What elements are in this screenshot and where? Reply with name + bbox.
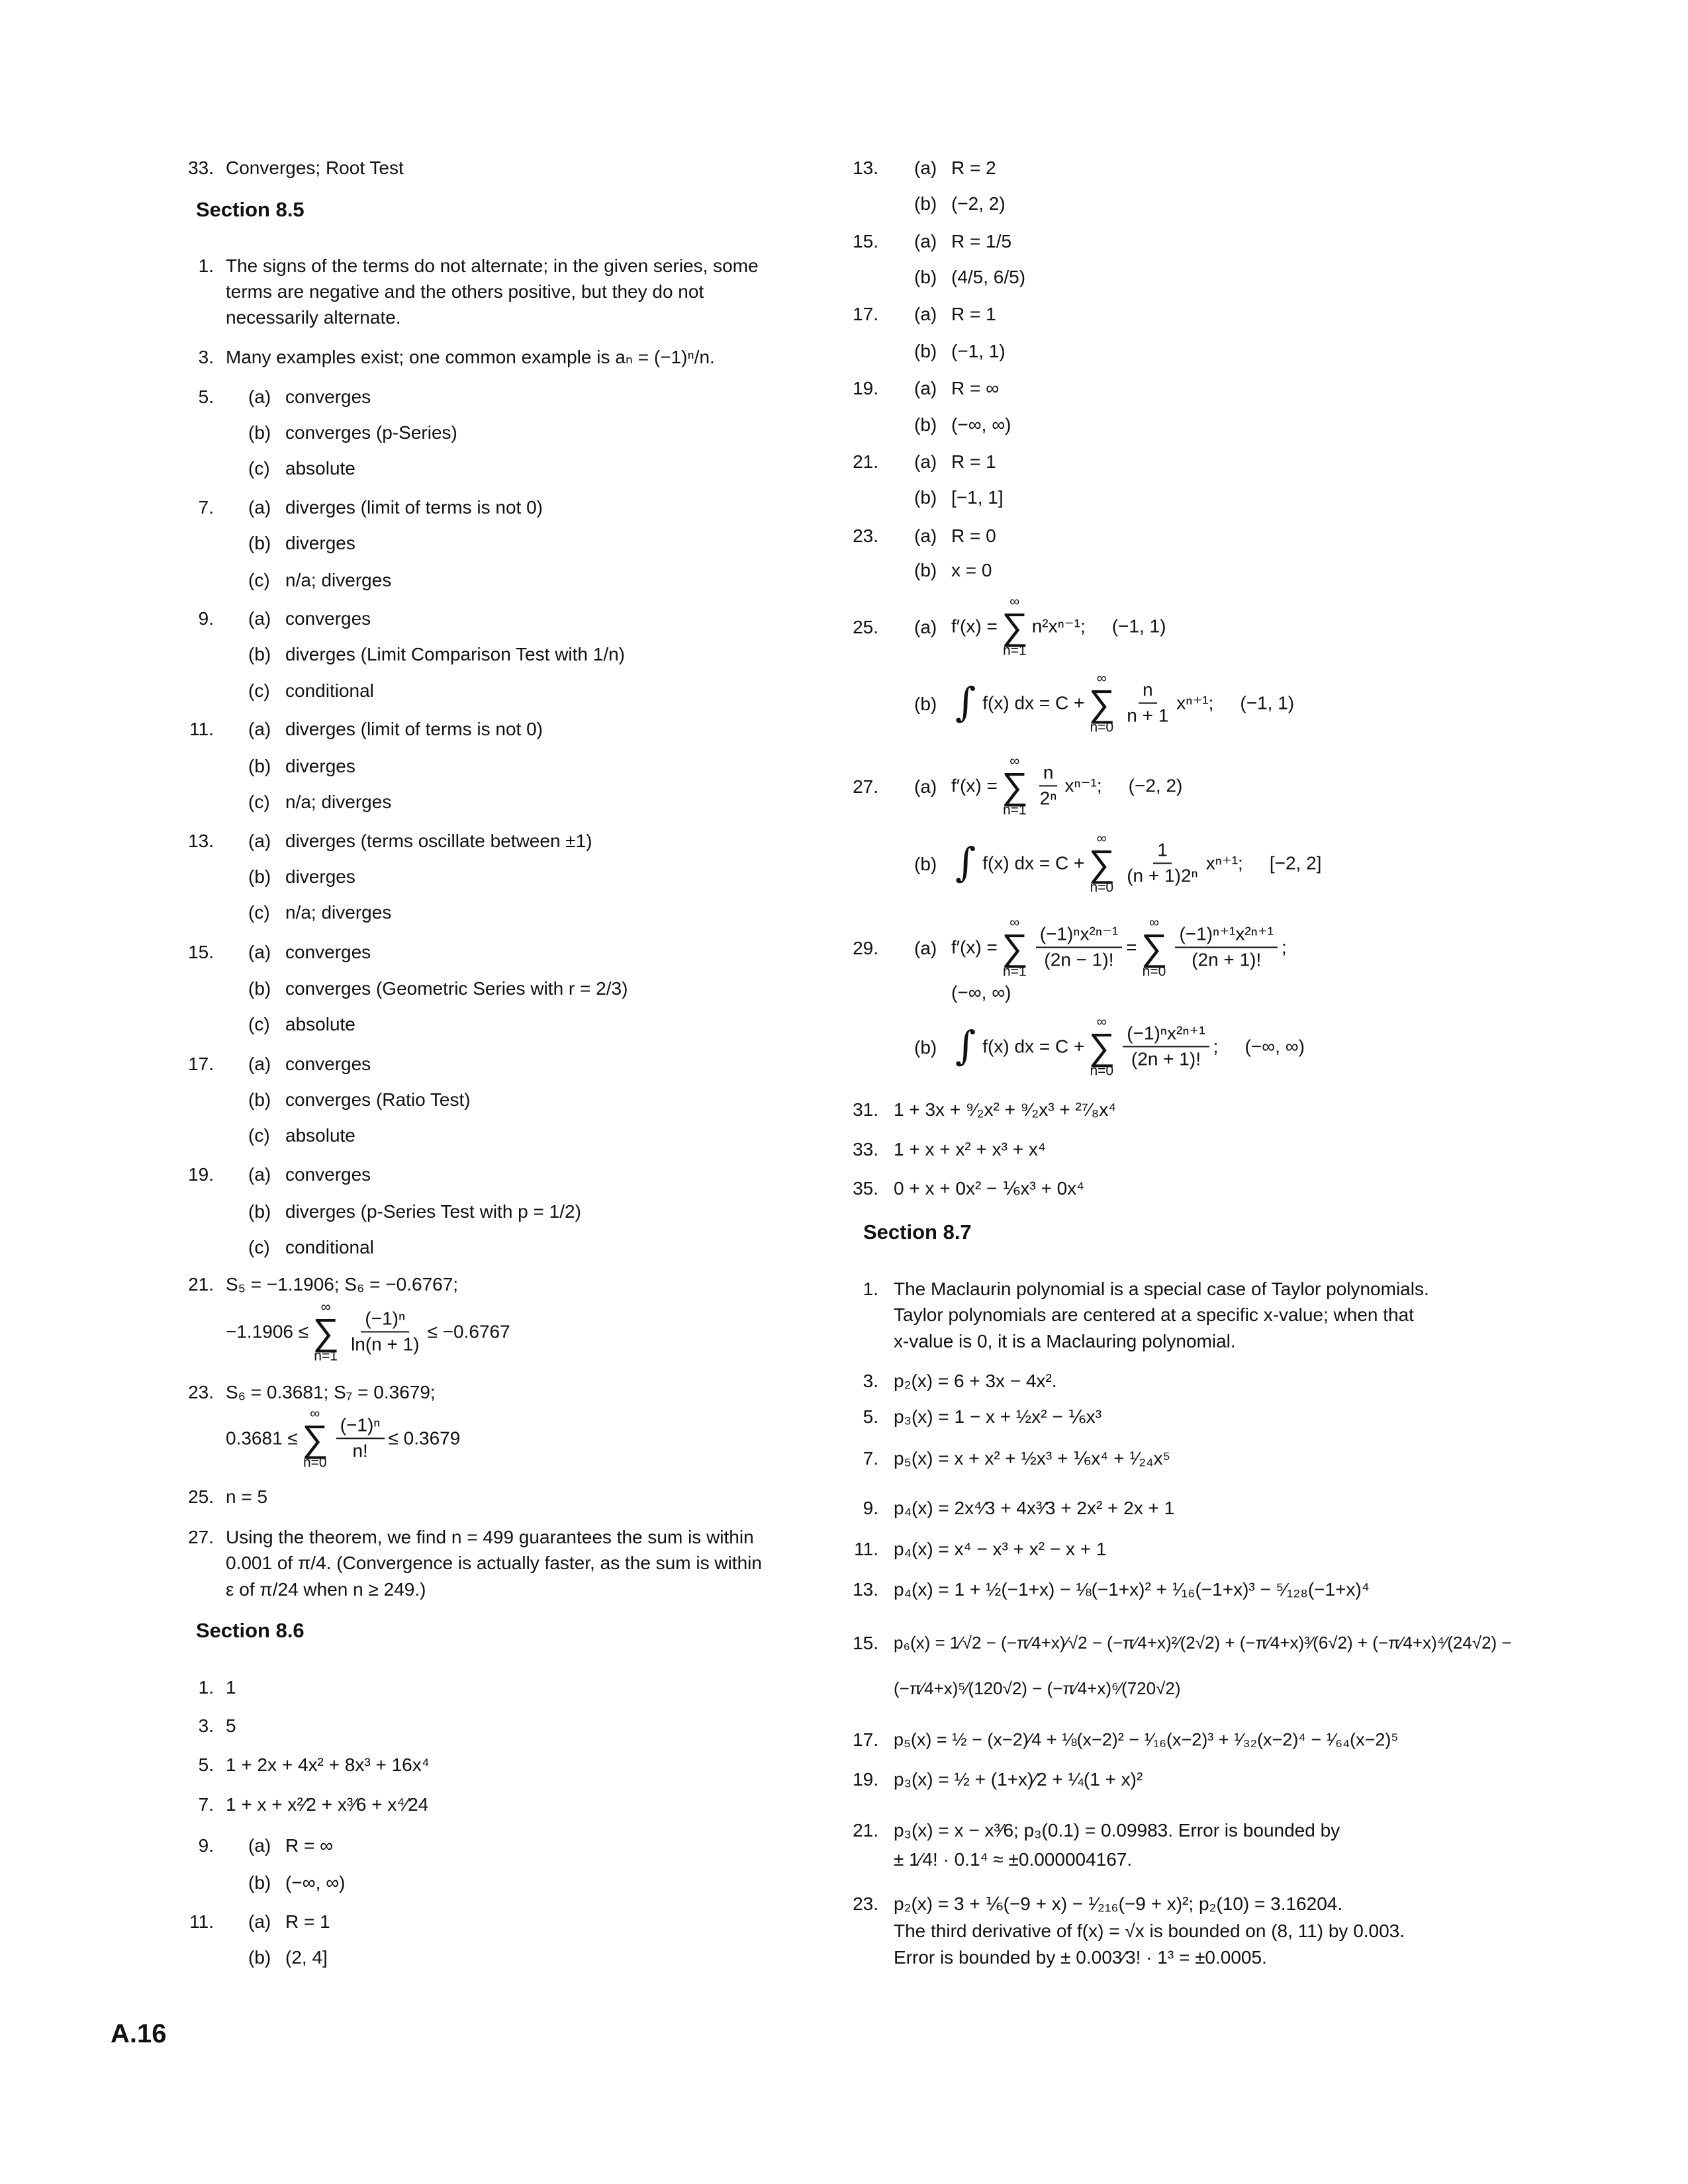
part-label: (b) <box>248 532 271 553</box>
sigma-symbol: ∑ <box>1001 764 1028 807</box>
answer-text: terms are negative and the others positive, but they do not <box>226 281 704 302</box>
summation <box>302 1406 328 1469</box>
answer-text: (−1, 1) <box>951 340 1006 361</box>
part-label: (b) <box>248 1089 271 1110</box>
part-label: (a) <box>914 377 937 398</box>
part-label: (c) <box>248 791 270 812</box>
part-label: (b) <box>914 1036 937 1058</box>
sum-upper: ∞ <box>320 1299 331 1315</box>
answer-text: ± 1⁄4! · 0.1⁴ ≈ ±0.000004167. <box>894 1848 1133 1870</box>
item-number: 17. <box>853 1729 878 1750</box>
answer-text: The signs of the terms do not alternate; in the given series, some <box>226 255 759 276</box>
answer-text: absolute <box>285 457 355 478</box>
answer-text: R = 2 <box>951 157 996 178</box>
item-number: 21. <box>188 1273 214 1295</box>
item-number: 3. <box>198 1715 214 1736</box>
answer-text: R = 0 <box>951 525 996 546</box>
answer-text: x-value is 0, it is a Maclauring polynomial. <box>894 1330 1236 1351</box>
answer-text: converges <box>285 608 371 629</box>
answer-text: p₂(x) = 6 + 3x − 4x². <box>894 1370 1057 1391</box>
sum-lower: n=1 <box>314 1348 338 1364</box>
answer-text: p₅(x) = ½ − (x−2)⁄4 + ⅛(x−2)² − ¹⁄₁₆(x−2)³ + ¹⁄₃₂(x−2)⁴ − ¹⁄₆₄(x−2)⁵ <box>894 1729 1399 1750</box>
section-heading-8-7: Section 8.7 <box>863 1220 972 1244</box>
answer-text: p₃(x) = 1 − x + ½x² − ⅙x³ <box>894 1406 1102 1427</box>
answer-text: S₆ = 0.3681; S₇ = 0.3679; <box>226 1381 436 1402</box>
series-bound <box>226 1406 460 1469</box>
item-number: 19. <box>853 377 878 398</box>
answer-text: converges (Ratio Test) <box>285 1089 471 1110</box>
integral-sign: ∫ <box>955 1023 976 1069</box>
interval: [−2, 2] <box>1269 852 1322 873</box>
answer-text: diverges (limit of terms is not 0) <box>285 718 543 739</box>
part-label: (b) <box>914 559 937 580</box>
answer-text: (−∞, ∞) <box>285 1872 346 1893</box>
sum-upper: ∞ <box>1096 1014 1107 1030</box>
summation <box>1088 671 1115 734</box>
part-label: (b) <box>248 1201 271 1222</box>
answer-text: p₄(x) = x⁴ − x³ + x² − x + 1 <box>894 1538 1107 1559</box>
item-number: 33. <box>188 157 214 178</box>
denominator: 2ⁿ <box>1039 788 1057 808</box>
item-number: 15. <box>188 941 214 962</box>
derivative-series <box>951 754 1182 817</box>
answer-text: 1 + x + x² + x³ + x⁴ <box>894 1138 1046 1160</box>
page-number: A.16 <box>111 2019 167 2048</box>
item-number: 11. <box>189 718 214 739</box>
part-label: (a) <box>248 1911 271 1932</box>
sigma-symbol: ∑ <box>1001 605 1028 647</box>
answer-text: Converges; Root Test <box>226 157 404 178</box>
part-label: (c) <box>248 901 270 923</box>
part-label: (a) <box>248 608 271 629</box>
answer-text: n/a; diverges <box>285 901 392 923</box>
answer-text: x = 0 <box>951 559 992 580</box>
derivative-series <box>951 915 1287 978</box>
sum-upper: ∞ <box>1096 831 1107 846</box>
denominator: (2n − 1)! <box>1044 949 1114 970</box>
item-number: 35. <box>853 1177 878 1199</box>
answer-text: diverges (terms oscillate between ±1) <box>285 830 592 851</box>
part-label: (c) <box>248 1124 270 1146</box>
sum-lower: n=0 <box>1090 719 1114 735</box>
sigma-symbol: ∑ <box>1088 1025 1115 1068</box>
fraction <box>1036 762 1061 809</box>
numerator: (−1)ⁿx²ⁿ⁺¹ <box>1123 1023 1209 1047</box>
answer-text: conditional <box>285 680 374 701</box>
numerator: n <box>1139 680 1157 704</box>
sum-upper: ∞ <box>1009 594 1020 610</box>
part-label: (a) <box>248 496 271 518</box>
answer-text: p₄(x) = 1 + ½(−1+x) − ⅛(−1+x)² + ¹⁄₁₆(−1+x)³ − ⁵⁄₁₂₈(−1+x)⁴ <box>894 1578 1370 1600</box>
part-label: (b) <box>914 193 937 214</box>
interval: (−∞, ∞) <box>951 981 1011 1003</box>
lhs: f(x) dx = C + <box>982 852 1085 873</box>
answer-text: 1 <box>226 1676 236 1698</box>
sum-lower: n=0 <box>1090 1063 1114 1079</box>
item-number: 3. <box>863 1370 878 1391</box>
upper-bound: ≤ 0.3679 <box>388 1427 461 1448</box>
part-label: (b) <box>248 422 271 443</box>
item-number: 13. <box>853 157 878 178</box>
answer-text: 1 + x + x²⁄2 + x³⁄6 + x⁴⁄24 <box>226 1794 429 1815</box>
part-label: (b) <box>914 340 937 361</box>
answer-text: Error is bounded by ± 0.003⁄3! · 1³ = ±0.0005. <box>894 1946 1267 1968</box>
fraction <box>336 1415 385 1461</box>
item-number: 27. <box>188 1526 214 1547</box>
part-label: (b) <box>914 693 937 714</box>
answer-text: diverges (p-Series Test with p = 1/2) <box>285 1201 581 1222</box>
answer-text: ε of π/24 when n ≥ 249.) <box>226 1578 426 1600</box>
item-number: 33. <box>853 1138 878 1160</box>
answer-text: Taylor polynomials are centered at a specific x-value; when that <box>894 1304 1414 1325</box>
integral-sign: ∫ <box>955 679 976 726</box>
part-label: (a) <box>914 525 937 546</box>
numerator: (−1)ⁿ⁺¹x²ⁿ⁺¹ <box>1175 924 1278 948</box>
section-heading-8-6: Section 8.6 <box>196 1619 305 1643</box>
term: xⁿ⁺¹; <box>1205 852 1243 873</box>
part-label: (a) <box>914 303 937 324</box>
sigma-symbol: ∑ <box>1001 926 1028 968</box>
answer-text: (4/5, 6/5) <box>951 266 1026 287</box>
lhs: f′(x) = <box>951 774 998 796</box>
integral-sign: ∫ <box>955 839 976 886</box>
term: xⁿ⁺¹; <box>1176 692 1214 713</box>
fraction <box>1036 924 1122 970</box>
part-label: (a) <box>248 718 271 739</box>
denominator: (n + 1)2ⁿ <box>1127 865 1198 886</box>
part-label: (a) <box>914 157 937 178</box>
summation <box>1002 915 1028 978</box>
answer-text: 1 + 3x + ⁹⁄₂x² + ⁹⁄₂x³ + ²⁷⁄₈x⁴ <box>894 1099 1117 1120</box>
sum-lower: n=0 <box>303 1455 327 1471</box>
answer-text: 5 <box>226 1715 236 1736</box>
integral-series <box>951 671 1294 734</box>
answer-text: necessarily alternate. <box>226 306 401 328</box>
answer-text: (2, 4] <box>285 1946 328 1968</box>
part-label: (b) <box>248 643 271 664</box>
sigma-symbol: ∑ <box>301 1417 328 1459</box>
answer-text: converges <box>285 1163 371 1185</box>
answer-text: diverges (limit of terms is not 0) <box>285 496 543 518</box>
item-number: 9. <box>198 608 214 629</box>
part-label: (a) <box>914 776 937 797</box>
answer-text: R = 1 <box>951 451 996 472</box>
numerator: 1 <box>1153 840 1172 864</box>
term: xⁿ⁻¹; <box>1064 774 1102 796</box>
answer-text: R = 1 <box>285 1911 330 1932</box>
part-label: (b) <box>248 755 271 776</box>
part-label: (b) <box>248 866 271 887</box>
item-number: 13. <box>853 1578 878 1600</box>
summation <box>1088 831 1115 894</box>
answer-text: 0 + x + 0x² − ⅙x³ + 0x⁴ <box>894 1177 1085 1199</box>
part-label: (c) <box>248 1013 270 1034</box>
part-label: (a) <box>914 937 937 958</box>
answer-text: R = ∞ <box>951 377 1000 398</box>
answer-text: n/a; diverges <box>285 791 392 812</box>
answer-text: diverges (Limit Comparison Test with 1/n) <box>285 643 626 664</box>
answer-text: 1 + 2x + 4x² + 8x³ + 16x⁴ <box>226 1754 430 1775</box>
answer-text: Using the theorem, we find n = 499 guarantees the sum is within <box>226 1526 754 1547</box>
fraction <box>1123 1023 1209 1069</box>
sum-lower: n=0 <box>1090 880 1114 895</box>
sum-lower: n=1 <box>1002 802 1027 818</box>
sigma-symbol: ∑ <box>1088 682 1115 724</box>
item-number: 11. <box>189 1911 214 1932</box>
lhs: f(x) dx = C + <box>982 692 1085 713</box>
part-label: (c) <box>248 680 270 701</box>
part-label: (a) <box>248 386 271 407</box>
section-heading-8-5: Section 8.5 <box>196 198 305 222</box>
part-label: (b) <box>248 1872 271 1893</box>
sigma-symbol: ∑ <box>1141 926 1168 968</box>
equals: = <box>1126 936 1137 957</box>
fraction <box>347 1308 424 1355</box>
item-number: 17. <box>853 303 878 324</box>
part-label: (a) <box>248 1053 271 1074</box>
answer-text: absolute <box>285 1124 355 1146</box>
answer-text: p₆(x) = 1⁄√2 − (−π⁄4+x)⁄√2 − (−π⁄4+x)²⁄(2√2) + (−π⁄4+x)³⁄(6√2) + (−π⁄4+x)⁴⁄(24√2) − <box>894 1633 1512 1653</box>
sum-upper: ∞ <box>1149 915 1159 931</box>
summation <box>1002 754 1028 817</box>
item-number: 21. <box>853 451 878 472</box>
item-number: 11. <box>854 1538 878 1559</box>
integral-series <box>951 831 1321 894</box>
item-number: 23. <box>853 525 878 546</box>
item-number: 21. <box>853 1819 878 1841</box>
interval: (−2, 2) <box>1128 774 1183 796</box>
summation <box>312 1300 339 1363</box>
sum-lower: n=1 <box>1002 964 1027 979</box>
answer-text: diverges <box>285 755 355 776</box>
denominator: (2n + 1)! <box>1192 949 1262 970</box>
part-label: (b) <box>248 978 271 999</box>
item-number: 1. <box>863 1278 878 1299</box>
answer-text: conditional <box>285 1236 374 1257</box>
sigma-symbol: ∑ <box>312 1310 340 1353</box>
answer-text: p₃(x) = x − x³⁄6; p₃(0.1) = 0.09983. Error is bounded by <box>894 1819 1340 1841</box>
fraction <box>1175 924 1278 970</box>
summation <box>1088 1015 1115 1077</box>
answer-text: S₅ = −1.1906; S₆ = −0.6767; <box>226 1273 459 1295</box>
item-number: 9. <box>863 1497 878 1518</box>
numerator: (−1)ⁿ <box>336 1415 385 1439</box>
item-number: 27. <box>853 776 878 797</box>
part-label: (b) <box>914 853 937 874</box>
numerator: n <box>1039 762 1058 786</box>
derivative-series <box>951 594 1166 657</box>
part-label: (b) <box>914 486 937 508</box>
answer-text: diverges <box>285 866 355 887</box>
answer-text: converges <box>285 386 371 407</box>
fraction <box>1123 840 1202 886</box>
part-label: (a) <box>248 941 271 962</box>
item-number: 5. <box>863 1406 878 1427</box>
interval: (−∞, ∞) <box>1244 1035 1305 1056</box>
item-number: 19. <box>188 1163 214 1185</box>
answer-text: absolute <box>285 1013 355 1034</box>
numerator: (−1)ⁿx²ⁿ⁻¹ <box>1036 924 1122 948</box>
item-number: 7. <box>863 1447 878 1469</box>
series-bound <box>226 1300 510 1363</box>
answer-text: R = ∞ <box>285 1835 334 1856</box>
answer-text: p₂(x) = 3 + ⅙(−9 + x) − ¹⁄₂₁₆(−9 + x)²; p₂(10) = 3.16204. <box>894 1893 1343 1914</box>
part-label: (c) <box>248 457 270 478</box>
lhs: f′(x) = <box>951 936 998 957</box>
summation <box>1002 594 1028 657</box>
part-label: (a) <box>914 230 937 251</box>
answer-text: diverges <box>285 532 355 553</box>
item-number: 23. <box>853 1893 878 1914</box>
answer-text: converges <box>285 941 371 962</box>
summation <box>1141 915 1168 978</box>
sum-lower: n=1 <box>1002 643 1027 659</box>
item-number: 3. <box>198 346 214 367</box>
sum-upper: ∞ <box>1096 670 1107 686</box>
sum-upper: ∞ <box>1009 915 1020 931</box>
answer-text: [−1, 1] <box>951 486 1004 508</box>
lower-bound: 0.3681 ≤ <box>226 1427 298 1448</box>
semicolon: ; <box>1281 936 1287 957</box>
answer-text: converges <box>285 1053 371 1074</box>
part-label: (b) <box>914 414 937 435</box>
interval: (−1, 1) <box>1111 615 1166 636</box>
item-number: 17. <box>188 1053 214 1074</box>
integral-series <box>951 1015 1305 1077</box>
item-number: 15. <box>853 1632 878 1653</box>
item-number: 7. <box>198 1794 214 1815</box>
part-label: (b) <box>248 1946 271 1968</box>
answer-text: n = 5 <box>226 1486 268 1507</box>
denominator: n + 1 <box>1127 705 1169 725</box>
semicolon: ; <box>1213 1035 1219 1056</box>
denominator: (2n + 1)! <box>1131 1048 1201 1069</box>
lower-bound: −1.1906 ≤ <box>226 1320 309 1342</box>
sum-lower: n=0 <box>1142 964 1166 979</box>
answer-text: (−π⁄4+x)⁵⁄(120√2) − (−π⁄4+x)⁶⁄(720√2) <box>894 1678 1181 1699</box>
answer-text: R = 1/5 <box>951 230 1012 251</box>
part-label: (a) <box>248 830 271 851</box>
item-number: 1. <box>198 1676 214 1698</box>
denominator: n! <box>352 1440 368 1461</box>
upper-bound: ≤ −0.6767 <box>427 1320 510 1342</box>
item-number: 25. <box>853 616 878 637</box>
sigma-symbol: ∑ <box>1088 842 1115 884</box>
answer-text: The third derivative of f(x) = √x is bounded on (8, 11) by 0.003. <box>894 1920 1405 1941</box>
item-number: 31. <box>853 1099 878 1120</box>
term: n²xⁿ⁻¹; <box>1031 615 1086 636</box>
item-number: 5. <box>198 386 214 407</box>
numerator: (−1)ⁿ <box>361 1308 409 1332</box>
part-label: (a) <box>914 451 937 472</box>
sum-upper: ∞ <box>1009 753 1020 769</box>
part-label: (a) <box>248 1835 271 1856</box>
item-number: 15. <box>853 230 878 251</box>
fraction <box>1123 680 1172 726</box>
answer-text: p₃(x) = ½ + (1+x)⁄2 + ¼(1 + x)² <box>894 1768 1143 1790</box>
item-number: 29. <box>853 937 878 958</box>
part-label: (a) <box>248 1163 271 1185</box>
item-number: 13. <box>188 830 214 851</box>
item-number: 25. <box>188 1486 214 1507</box>
answer-text: (−∞, ∞) <box>951 414 1011 435</box>
item-number: 1. <box>198 255 214 276</box>
answer-text: 0.001 of π/4. (Convergence is actually faster, as the sum is within <box>226 1552 762 1573</box>
answer-text: converges (Geometric Series with r = 2/3) <box>285 978 628 999</box>
answer-text: converges (p-Series) <box>285 422 457 443</box>
answer-text: The Maclaurin polynomial is a special case of Taylor polynomials. <box>894 1278 1429 1299</box>
item-number: 19. <box>853 1768 878 1790</box>
answer-text: n/a; diverges <box>285 569 392 590</box>
denominator: ln(n + 1) <box>351 1334 420 1354</box>
answer-text: p₅(x) = x + x² + ½x³ + ⅙x⁴ + ¹⁄₂₄x⁵ <box>894 1447 1171 1469</box>
answer-text: (−2, 2) <box>951 193 1006 214</box>
part-label: (b) <box>914 266 937 287</box>
answer-text: Many examples exist; one common example is aₙ = (−1)ⁿ/n. <box>226 346 715 367</box>
interval: (−1, 1) <box>1240 692 1295 713</box>
part-label: (c) <box>248 569 270 590</box>
item-number: 23. <box>188 1381 214 1402</box>
answer-text: R = 1 <box>951 303 996 324</box>
item-number: 9. <box>198 1835 214 1856</box>
item-number: 5. <box>198 1754 214 1775</box>
lhs: f(x) dx = C + <box>982 1035 1085 1056</box>
part-label: (c) <box>248 1236 270 1257</box>
sum-upper: ∞ <box>310 1406 320 1422</box>
item-number: 7. <box>198 496 214 518</box>
lhs: f′(x) = <box>951 615 998 636</box>
answer-text: p₄(x) = 2x⁴⁄3 + 4x³⁄3 + 2x² + 2x + 1 <box>894 1497 1175 1518</box>
part-label: (a) <box>914 616 937 637</box>
